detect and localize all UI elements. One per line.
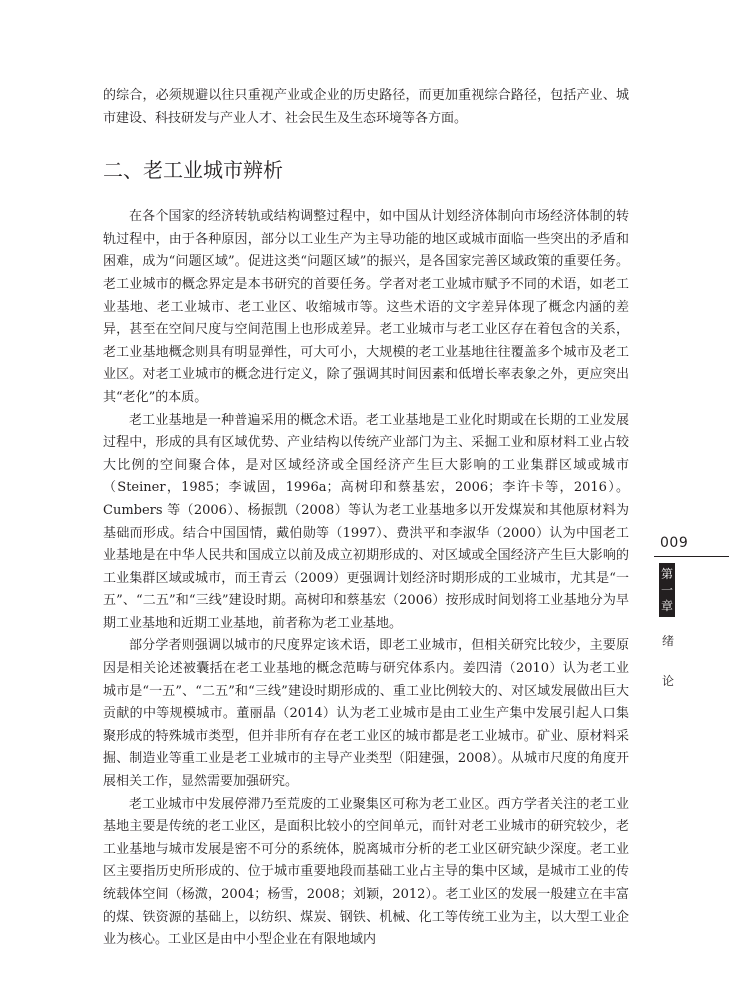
chapter-label-box (659, 563, 675, 617)
paragraph-3: 部分学者则强调以城市的尺度界定该术语，即老工业城市，但相关研究比较少，主要原因是相关论述被囊括在老工业基地的概念范畴与研究体系内。姜四清（2010）认为老工业城市是“一五”、“二五”和“三线”建设时期形成的、重工业比例较大的、对区域发展做出巨大贡献的中等规模城市。董丽晶（2014）认为老工业城市是由工业生产集中发展引起人口集聚形成的特殊城市类型，但并非所有存在老工业区的城市都是老工业城市。矿业、原材料采掘、制造业等重工业是老工业城市的主导产业类型（阳建强，2008）。从城市尺度的角度开展相关工作，显然需要加强研究。 (103, 638, 629, 790)
chapter-name-char-2: 论 (661, 674, 674, 688)
section-heading: 二、老工业城市辨析 (103, 158, 283, 183)
paragraph-continued: 的综合，必须规避以往只重视产业或企业的历史路径，而更加重视综合路径，包括产业、城市建设、科技研发与产业人才、社会民生及生态环境等各方面。 (103, 88, 629, 126)
paragraph-1: 在各个国家的经济转轨或结构调整过程中，如中国从计划经济体制向市场经济体制的转轨过程中，由于各种原因，部分以工业生产为主导功能的地区或城市面临一些突出的矛盾和困难，成为“问题区域”。促进这类“问题区域”的振兴，是各国家完善区域政策的重要任务。老工业城市的概念界定是本书研究的首要任务。学者对老工业城市赋予不同的术语，如老工业基地、老工业城市、老工业区、收缩城市等。这些术语的文字差异体现了概念内涵的差异，甚至在空间尺度与空间范围上也形成差异。老工业城市与老工业区存在着包含的关系，老工业基地概念则具有明显弹性，可大可小，大规模的老工业基地往往覆盖多个城市及老工业区。对老工业城市的概念进行定义，除了强调其时间因素和低增长率表象之外，更应突出其“老化”的本质。 (103, 209, 629, 405)
chapter-label-char-3: 章 (660, 599, 673, 613)
paragraph-4: 老工业城市中发展停滞乃至荒废的工业聚集区可称为老工业区。西方学者关注的老工业基地主要是传统的老工业区，是面积比较小的空间单元，而针对老工业城市的研究较少，老工业基地与城市发展是密不可分的系统体，脱离城市分析的老工业区研究缺少深度。老工业区主要指历史所形成的、位于城市重要地段而基础工业占主导的集中区域，是城市工业的传统载体空间（杨溦，2004；杨雪，2008；刘颖，2012）。老工业区的发展一般建立在丰富的煤、铁资源的基础上，以纺织、煤炭、钢铁、机械、化工等传统工业为主，以大型工业企业为核心。工业区是由中小型企业在有限地域内 (103, 796, 629, 948)
page-body (103, 85, 629, 952)
chapter-name-char-1: 绪 (661, 634, 674, 648)
page-number: 009 (660, 535, 689, 551)
chapter-label-char-2: 一 (660, 583, 673, 597)
paragraph-2: 老工业基地是一种普遍采用的概念术语。老工业基地是工业化时期或在长期的工业发展过程中，形成的具有区域优势、产业结构以传统产业部门为主、采掘工业和原材料工业占较大比例的空间聚合体，是对区域经济或全国经济产生巨大影响的工业集群区域或城市（Steiner，1985；李诚固，1996a；高树印和蔡基宏，2006；李许卡等，2016）。Cumbers 等（2006）、杨振凯（2008）等认为老工业基地多以开发煤炭和其他原材料为基础而形成。结合中国国情，戴伯勋等（1997）、费洪平和李淑华（2000）认为中国老工业基地是在中华人民共和国成立以前及成立初期形成的、对区域或全国经济产生巨大影响的工业集群区域或城市，而王青云（2009）更强调计划经济时期形成的工业城市，尤其是“一五”、“二五”和“三线”建设时期。高树印和蔡基宏（2006）按形成时间划将工业基地分为早期工业基地和近期工业基地，前者称为老工业基地。 (103, 412, 629, 631)
margin-rule (654, 556, 729, 557)
chapter-label-char-1: 第 (660, 567, 673, 581)
